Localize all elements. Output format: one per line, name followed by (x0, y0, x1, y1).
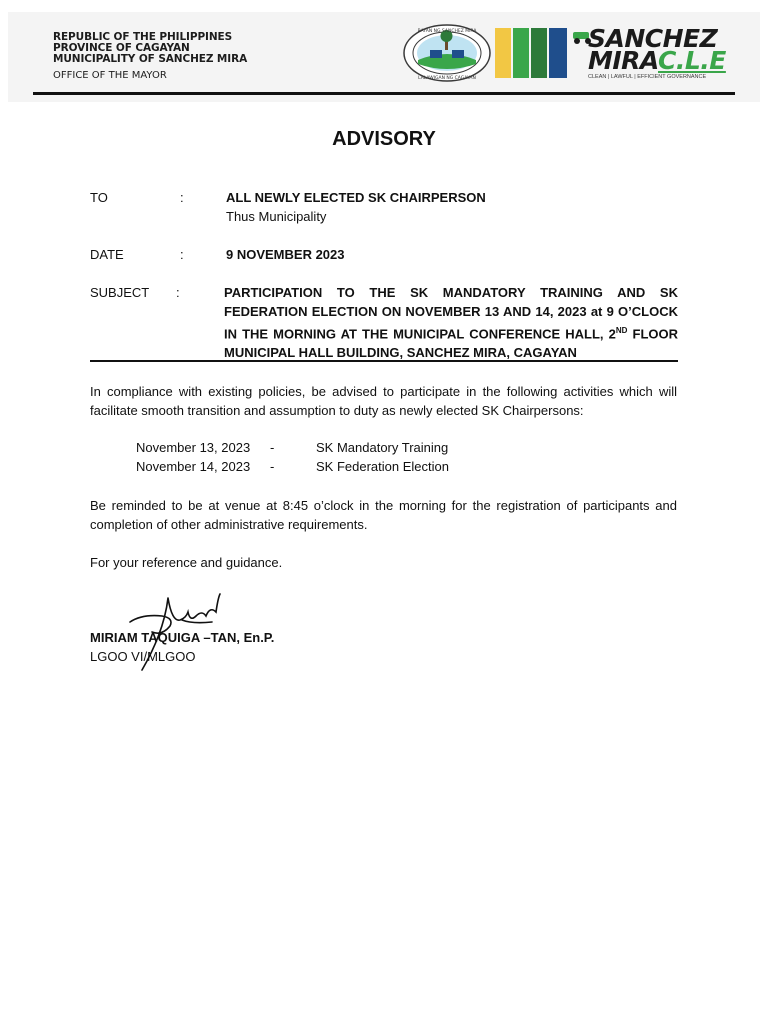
municipal-seal-icon (402, 24, 492, 82)
subject-colon: : (176, 285, 180, 300)
to-subvalue: Thus Municipality (226, 209, 327, 224)
subject-text-part2: FLOOR MUNICIPAL HALL BUILDING, SANCHEZ MIRA, CAGAYAN (224, 326, 678, 361)
date-value: 9 NOVEMBER 2023 (226, 247, 345, 262)
letterhead-office: OFFICE OF THE MAYOR (53, 70, 167, 81)
schedule-activity-1: SK Mandatory Training (316, 440, 449, 455)
schedule-dash-2: - (270, 459, 275, 474)
to-label: TO (90, 190, 108, 205)
body-paragraph-2: Be reminded to be at venue at 8:45 o’clock in the morning for the registration of participants and completion of other administrative requirements. (90, 498, 677, 532)
date-colon: : (180, 247, 184, 262)
signatory-role: LGOO VI/MLGOO (90, 649, 196, 664)
date-label: DATE (90, 247, 124, 262)
letterhead (8, 12, 760, 102)
to-value: ALL NEWLY ELECTED SK CHAIRPERSON (226, 190, 486, 205)
to-colon: : (180, 190, 184, 205)
subject-text-part1: PARTICIPATION TO THE SK MANDATORY TRAINING AND SK FEDERATION ELECTION ON NOVEMBER 13 AND 14, 2023 at 9 O’CLOCK IN THE MORNING AT THE MUNICIPAL CONFERENCE HALL, 2 (224, 285, 678, 342)
schedule-date-1: November 13, 2023 (136, 440, 251, 455)
letterhead-text (53, 32, 247, 65)
body-paragraph-1: In compliance with existing policies, be advised to participate in the following activities which will facilitate smooth transition and assumption to duty as newly elected SK Chairpersons: (90, 384, 677, 418)
sanchez-mira-cle-logo (570, 26, 730, 86)
seal-top-text: BAYAN NG SANCHEZ MIRA (417, 29, 477, 34)
letterhead-country: REPUBLIC OF THE PHILIPPINES (53, 31, 233, 43)
letterhead-municipality: MUNICIPALITY OF SANCHEZ MIRA (53, 53, 248, 65)
brand-mira-line (588, 48, 726, 74)
brand-mira: MIRA (588, 46, 659, 75)
document-title: ADVISORY (332, 128, 436, 150)
schedule-activity-2: SK Federation Election (316, 459, 449, 474)
subject-label: SUBJECT (90, 285, 150, 300)
brand-cle: C.L.E (658, 46, 726, 75)
schedule-dash-1: - (270, 440, 275, 455)
brand-sanchez: SANCHEZ (588, 24, 718, 53)
color-bars-logo (495, 28, 567, 78)
subject-rule (90, 360, 678, 362)
signatory-name: MIRIAM TAQUIGA –TAN, En.P. (90, 630, 275, 645)
body-paragraph-3: For your reference and guidance. (90, 555, 283, 570)
header-rule (33, 92, 735, 95)
letterhead-province: PROVINCE OF CAGAYAN (53, 42, 190, 54)
handwritten-signature (122, 592, 232, 672)
seal-bottom-text: LALAWIGAN NG CAGAYAN (418, 76, 476, 81)
brand-tagline: CLEAN | LAWFUL | EFFICIENT GOVERNANCE (588, 74, 707, 80)
schedule-date-2: November 14, 2023 (136, 459, 251, 474)
subject-superscript: ND (615, 326, 628, 335)
subject-value (224, 283, 678, 362)
